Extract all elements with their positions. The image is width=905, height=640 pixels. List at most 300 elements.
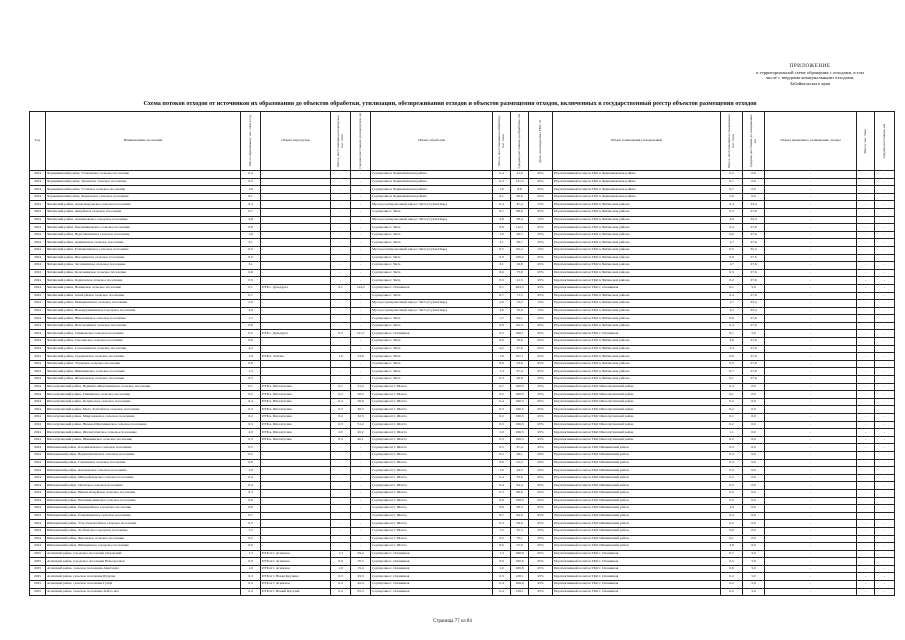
table-cell: 45% [529, 535, 553, 543]
table-cell: 6,6 [493, 338, 511, 346]
table-cell: - [351, 216, 371, 224]
table-cell: ПТБ пгт. Новая Кручина [261, 573, 331, 581]
table-cell: - [875, 520, 895, 528]
table-cell: 1,1 [721, 429, 743, 437]
table-cell: 5,0 [743, 330, 765, 338]
table-cell: 5,0 [743, 581, 765, 589]
table-cell: 45% [529, 581, 553, 589]
table-cell: 45% [529, 573, 553, 581]
table-cell: Перспективный полигон ТКО в Читинском районе [553, 269, 721, 277]
table-row [30, 459, 895, 467]
table-cell: - [765, 246, 857, 254]
table-cell: - [261, 300, 331, 308]
table-cell: 2024 [30, 262, 46, 270]
table-cell: - [875, 482, 895, 490]
table-cell: - [261, 186, 331, 194]
table-cell: - [875, 186, 895, 194]
table-cell: 0,3 [241, 421, 261, 429]
table-cell: 0,9 [493, 558, 511, 566]
table-cell: Читинский район, Яблоновское сельское поселение [46, 376, 241, 384]
table-cell: - [875, 330, 895, 338]
table-cell: 0,4 [241, 201, 261, 209]
table-cell: - [875, 353, 895, 361]
table-cell: 190,0 [511, 558, 529, 566]
table-cell: 27,6 [743, 315, 765, 323]
table-cell: 166,3 [511, 406, 529, 414]
table-row [30, 353, 895, 361]
table-cell: - [875, 565, 895, 573]
table-cell: 2025 [30, 558, 46, 566]
table-cell: 106,0 [511, 581, 529, 589]
table-cell: - [765, 216, 857, 224]
table-cell: - [261, 489, 331, 497]
table-cell: 45% [529, 269, 553, 277]
table-cell: ПТБ в. Шелопугино [261, 391, 331, 399]
table-cell: - [331, 208, 351, 216]
table-cell: - [765, 254, 857, 262]
table-cell: - [261, 360, 331, 368]
table-cell: - [261, 322, 331, 330]
table-cell: Перспективный полигон ТКО г. Оловянная [553, 284, 721, 292]
table-cell: 106,8 [511, 565, 529, 573]
waste-flow-table [29, 111, 895, 596]
table-cell: 41,0 [511, 171, 529, 179]
table-cell: 1,7 [721, 262, 743, 270]
table-cell: - [857, 459, 875, 467]
table-cell: - [857, 414, 875, 422]
table-cell: 4,9 [493, 307, 511, 315]
table-cell: 0,6 [241, 269, 261, 277]
table-cell: 45% [529, 565, 553, 573]
table-cell: 31,2 [351, 383, 371, 391]
table-cell: 0,3 [241, 376, 261, 384]
table-cell: - [857, 193, 875, 201]
table-cell: ПТБ пгт. Агинское [261, 565, 331, 573]
table-cell: 0,3 [493, 376, 511, 384]
table-cell: Сортировка пгт. Шахта [371, 451, 493, 459]
table-cell: - [331, 193, 351, 201]
table-cell: - [351, 239, 371, 247]
table-cell: 47,4 [511, 201, 529, 209]
table-cell: - [857, 520, 875, 528]
table-row [30, 186, 895, 194]
table-row [30, 429, 895, 437]
table-cell: 2024 [30, 497, 46, 505]
table-cell: 0,2 [241, 535, 261, 543]
table-cell: 0,3 [241, 436, 261, 444]
table-cell: Перспективный полигон ТКО Шелопугинский район [553, 414, 721, 422]
table-cell: 45% [529, 360, 553, 368]
table-cell: 0,3 [493, 406, 511, 414]
table-cell: 0,2 [721, 436, 743, 444]
table-cell: 8,6 [493, 543, 511, 551]
table-row [30, 383, 895, 391]
table-cell: Читинский район, Беклемишевское сельское поселение [46, 224, 241, 232]
table-cell: 180,0 [511, 550, 529, 558]
table-cell: 88,6 [511, 489, 529, 497]
table-cell: 0,2 [493, 330, 511, 338]
table-cell: Агинский район, городское поселение Орловский [46, 550, 241, 558]
table-cell: - [331, 216, 351, 224]
table-cell: 5,0 [743, 284, 765, 292]
table-cell: 27,6 [743, 208, 765, 216]
table-cell: - [857, 307, 875, 315]
table-cell: - [261, 208, 331, 216]
table-cell: 26,8 [511, 376, 529, 384]
column-header: Объект временного размещения, склады [765, 112, 857, 171]
table-cell: - [351, 467, 371, 475]
table-cell: 0,6 [721, 231, 743, 239]
table-cell: 2024 [30, 535, 46, 543]
table-cell: 0,7 [493, 383, 511, 391]
table-cell: - [765, 535, 857, 543]
table-cell: 0,2 [721, 171, 743, 179]
table-cell: - [765, 467, 857, 475]
table-cell: Перспективный полигон ТКО в Читинском районе [553, 322, 721, 330]
table-cell: 0,7 [493, 208, 511, 216]
table-cell: 47,4 [511, 444, 529, 452]
table-cell: 2024 [30, 444, 46, 452]
table-cell: 1,3 [241, 550, 261, 558]
table-cell: 0,4 [331, 398, 351, 406]
table-cell: 52,9 [511, 543, 529, 551]
table-cell: Сортировка г. Чита [371, 368, 493, 376]
table-cell: 0,2 [721, 588, 743, 596]
table-cell: - [857, 588, 875, 596]
annex-line: Забайкальского края [789, 80, 831, 86]
table-cell: Сортировка пгт. Шахта [371, 414, 493, 422]
table-cell: 45% [529, 171, 553, 179]
table-cell: - [351, 520, 371, 528]
table-cell: Читинский район, Новокручининское городское поселение [46, 307, 241, 315]
table-cell: 0,2 [721, 573, 743, 581]
table-cell: - [857, 527, 875, 535]
table-cell: 45% [529, 254, 553, 262]
table-cell: - [765, 307, 857, 315]
table-cell: 1,0 [241, 353, 261, 361]
column-header: Масса, поступающая на обработку, тыс. тонн [493, 112, 511, 171]
table-cell: Сортировка г. Чита [371, 345, 493, 353]
table-cell: Сортировка г. Чита [371, 208, 493, 216]
table-cell: - [331, 254, 351, 262]
table-cell: 35,4 [743, 246, 765, 254]
table-cell: ПТБ г. Дульдурга [261, 284, 331, 292]
table-cell: ПТБ г. Дульдурга [261, 330, 331, 338]
table-cell: Перспективный полигон ТКО в Чернышевском районе [553, 171, 721, 179]
table-cell: 2024 [30, 459, 46, 467]
table-row [30, 277, 895, 285]
table-cell: 0,0 [743, 527, 765, 535]
table-cell: 0,2 [721, 489, 743, 497]
table-cell: 5,0 [721, 193, 743, 201]
table-cell: 3,1 [493, 239, 511, 247]
table-cell: - [875, 512, 895, 520]
table-cell: 64,0 [511, 512, 529, 520]
table-cell: 27,6 [743, 224, 765, 232]
table-cell: 45% [529, 224, 553, 232]
table-cell: 45% [529, 558, 553, 566]
table-cell: 65,2 [511, 246, 529, 254]
table-cell: Перспективный полигон ТКО Шилкинский район [553, 444, 721, 452]
table-cell: 2024 [30, 543, 46, 551]
table-row [30, 474, 895, 482]
table-cell: - [351, 497, 371, 505]
table-cell: - [875, 543, 895, 551]
table-cell: Сортировка пгт. Шахта [371, 467, 493, 475]
table-cell: - [331, 345, 351, 353]
table-cell: - [857, 277, 875, 285]
table-cell: - [857, 429, 875, 437]
table-cell: 0,9 [241, 497, 261, 505]
table-cell: - [261, 520, 331, 528]
table-cell: Сортировка г. Оловянная [371, 573, 493, 581]
table-cell: 45% [529, 497, 553, 505]
table-cell: - [857, 391, 875, 399]
table-cell: 20,2 [351, 429, 371, 437]
table-cell: - [875, 391, 895, 399]
table-cell: - [765, 368, 857, 376]
table-cell: ПТБ в. Шелопугино [261, 398, 331, 406]
table-cell: - [875, 444, 895, 452]
table-row [30, 193, 895, 201]
table-cell: 2024 [30, 429, 46, 437]
table-cell: 8,6 [511, 186, 529, 194]
table-cell: 2024 [30, 216, 46, 224]
table-row [30, 573, 895, 581]
table-cell: 107,1 [511, 353, 529, 361]
table-cell: - [765, 573, 857, 581]
table-cell: 1,6 [241, 186, 261, 194]
table-cell: - [875, 178, 895, 186]
table-cell: 4,8 [493, 216, 511, 224]
table-cell: - [261, 178, 331, 186]
table-cell: Сортировка пгт. Шахта [371, 527, 493, 535]
table-cell: 16,8 [511, 262, 529, 270]
table-cell: - [765, 527, 857, 535]
table-cell: 8,8 [493, 505, 511, 513]
table-cell: 35,4 [743, 307, 765, 315]
table-cell: 0,4 [721, 512, 743, 520]
table-cell: Перспективный полигон ТКО Шилкинский район [553, 512, 721, 520]
table-cell: 0,0 [743, 398, 765, 406]
table-cell: 0,7 [493, 512, 511, 520]
table-cell: Перспективный полигон ТКО Шилкинский район [553, 451, 721, 459]
table-cell: 0,5 [721, 467, 743, 475]
table-cell: Читинский район, Оленгуйское сельское поселение [46, 292, 241, 300]
table-cell: - [875, 505, 895, 513]
table-cell: 48,3 [351, 406, 371, 414]
table-cell: ПТБ в. Шелопугино [261, 436, 331, 444]
table-cell: Шелопугинский район, Нижне-Шахтаминское сельское поселение [46, 421, 241, 429]
table-cell: 0,4 [493, 581, 511, 589]
table-cell: Сортировка г. Оловянная [371, 284, 493, 292]
table-cell: 0,3 [493, 573, 511, 581]
table-cell: Сортировка пгт. Шахта [371, 543, 493, 551]
table-cell: 2025 [30, 573, 46, 581]
table-cell: - [765, 505, 857, 513]
table-cell: - [351, 535, 371, 543]
table-cell: - [875, 338, 895, 346]
table-cell: 0,3 [493, 178, 511, 186]
table-cell: - [765, 550, 857, 558]
table-cell: ПТБ в. Хапчак [261, 353, 331, 361]
table-cell: Сортировка г. Оловянная [371, 550, 493, 558]
table-cell: - [331, 489, 351, 497]
table-cell: 0,6 [493, 459, 511, 467]
table-cell: - [351, 360, 371, 368]
table-cell: Перспективный полигон ТКО в Читинском районе [553, 292, 721, 300]
table-cell: - [351, 489, 371, 497]
table-cell: - [351, 345, 371, 353]
table-cell: 2024 [30, 505, 46, 513]
table-cell: 1,3 [493, 550, 511, 558]
table-cell: Шилкинский район, Галкинское сельское поселение [46, 459, 241, 467]
table-cell: 0,8 [241, 224, 261, 232]
page-number: Страница 77 из 84 [433, 619, 472, 624]
table-cell: 45% [529, 429, 553, 437]
table-cell: - [765, 277, 857, 285]
table-cell: 0,7 [721, 368, 743, 376]
table-cell: 45% [529, 588, 553, 596]
table-cell: 2024 [30, 208, 46, 216]
table-cell: - [765, 512, 857, 520]
table-row [30, 588, 895, 596]
table-cell: Шелопугинский район, Глинянское сельское поселение [46, 391, 241, 399]
table-cell: 32,3 [351, 414, 371, 422]
table-cell: - [765, 398, 857, 406]
table-cell: 45% [529, 406, 553, 414]
table-cell: 0,4 [331, 588, 351, 596]
table-cell: 4,8 [721, 543, 743, 551]
table-cell: - [875, 269, 895, 277]
table-cell: 0,5 [721, 246, 743, 254]
table-cell: 27,6 [743, 254, 765, 262]
table-cell: Перспективный полигон ТКО в Читинском районе [553, 216, 721, 224]
table-cell: - [765, 383, 857, 391]
table-cell: 27,6 [743, 262, 765, 270]
table-cell: - [765, 360, 857, 368]
table-cell: - [765, 186, 857, 194]
table-cell: - [331, 239, 351, 247]
table-cell: - [765, 581, 857, 589]
table-cell: 2024 [30, 467, 46, 475]
table-cell: 2024 [30, 436, 46, 444]
table-cell: 0,0 [743, 436, 765, 444]
table-cell: 0,4 [241, 588, 261, 596]
table-cell: Сортировка г. Чита [371, 269, 493, 277]
table-cell: 0,3 [241, 520, 261, 528]
table-cell: 0,4 [331, 581, 351, 589]
table-cell: Сортировка г. Оловянная [371, 581, 493, 589]
table-cell: 2024 [30, 284, 46, 292]
table-cell: Сортировка г. Чита [371, 322, 493, 330]
table-cell: Сортировка пгт. Шахта [371, 398, 493, 406]
table-cell: 45% [529, 482, 553, 490]
table-cell: 0,0 [743, 467, 765, 475]
table-cell: - [261, 376, 331, 384]
table-cell: 0,0 [743, 474, 765, 482]
table-cell: Мусоросортировочный завод г. Чита (Сухая Падь) [371, 307, 493, 315]
table-cell: - [875, 360, 895, 368]
table-cell: 131,5 [511, 178, 529, 186]
table-cell: 27,6 [511, 345, 529, 353]
table-cell: - [765, 558, 857, 566]
table-cell: - [351, 315, 371, 323]
table-cell: 2,0 [493, 429, 511, 437]
table-row [30, 581, 895, 589]
table-cell: - [351, 451, 371, 459]
table-cell: Шелопугинский район, Вершино-Шахтаминское сельское поселение [46, 383, 241, 391]
table-cell: - [857, 505, 875, 513]
table-row [30, 451, 895, 459]
table-cell: 0,3 [241, 277, 261, 285]
table-cell: Сортировка г. Чита [371, 277, 493, 285]
table-row [30, 558, 895, 566]
table-cell: 0,2 [493, 391, 511, 399]
table-cell: Сортировка пгт. Шахта [371, 444, 493, 452]
table-cell: 45% [529, 239, 553, 247]
table-cell: 0,0 [743, 429, 765, 437]
table-cell: 8,8 [241, 505, 261, 513]
table-cell: 45% [529, 421, 553, 429]
table-cell: - [331, 482, 351, 490]
table-cell: 27,6 [743, 376, 765, 384]
table-cell: - [857, 246, 875, 254]
table-cell: 2024 [30, 322, 46, 330]
table-row [30, 520, 895, 528]
table-cell: 45% [529, 550, 553, 558]
table-cell: - [765, 474, 857, 482]
table-cell: 0,6 [721, 565, 743, 573]
table-cell: Перспективный полигон ТКО в Читинском районе [553, 300, 721, 308]
table-cell: 0,9 [493, 360, 511, 368]
table-cell: - [765, 459, 857, 467]
table-cell: 0,2 [721, 520, 743, 528]
table-cell: - [875, 208, 895, 216]
table-cell: 51,2 [351, 421, 371, 429]
table-cell: - [331, 300, 351, 308]
table-cell: 0,0 [743, 543, 765, 551]
table-cell: - [261, 315, 331, 323]
table-cell: Агинский район, сельское поселение Гунэй [46, 581, 241, 589]
table-row [30, 497, 895, 505]
table-cell: - [261, 345, 331, 353]
table-cell: - [765, 391, 857, 399]
table-cell: 0,2 [721, 398, 743, 406]
table-cell: 15% [529, 201, 553, 209]
table-row [30, 360, 895, 368]
table-cell: - [331, 269, 351, 277]
table-cell: - [351, 254, 371, 262]
table-cell: - [857, 360, 875, 368]
table-cell: - [857, 338, 875, 346]
table-cell: 0,7 [493, 292, 511, 300]
table-cell: Перспективный полигон ТКО Шелопугинский район [553, 429, 721, 437]
table-cell: - [765, 239, 857, 247]
column-header: Объект перегрузки [261, 112, 331, 171]
table-cell: Шилкинский район, Первомайское городское поселение [46, 505, 241, 513]
table-cell: 45% [529, 512, 553, 520]
table-cell: 52,2 [511, 459, 529, 467]
column-header: Масса, тыс. тонн [857, 112, 875, 171]
table-cell: 0,5 [493, 444, 511, 452]
table-cell: 2024 [30, 201, 46, 209]
table-cell: Шилкинский район, Верхнехилинское сельское поселение [46, 451, 241, 459]
table-cell: - [351, 307, 371, 315]
table-cell: 0,0 [743, 186, 765, 194]
table-cell: - [331, 171, 351, 179]
table-cell: 0,3 [721, 451, 743, 459]
